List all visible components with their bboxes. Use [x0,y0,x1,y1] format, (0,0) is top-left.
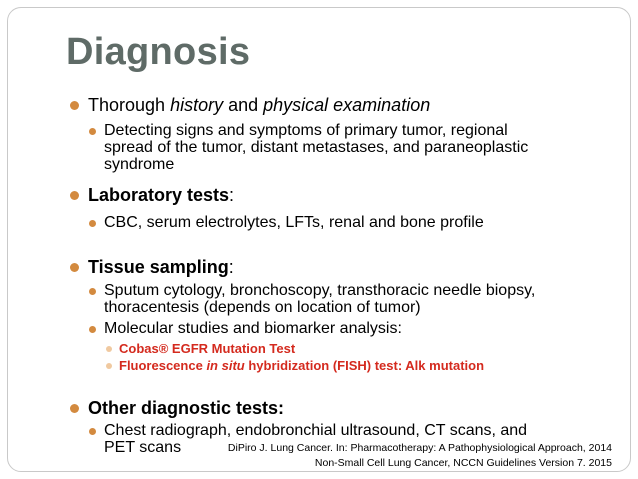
bullet-text: Thorough [88,95,171,115]
bullet-dot-icon [89,220,96,227]
sub-bullet-text: thoracentesis (depends on location of tumor) [104,299,421,316]
sub-sub-bullet-cobas [106,341,295,357]
sub-bullet-text: Detecting signs and symptoms of primary tumor, regional [104,122,508,139]
sub-sub-bullet-text-italic: in situ [206,358,245,373]
bullet-dot-icon [70,101,79,110]
citation [228,441,612,471]
bullet-history [70,94,430,116]
sub-sub-bullet-fish [106,358,484,374]
bullet-label: Laboratory tests [88,185,230,205]
bullet-text-italic: history [170,95,224,115]
bullet-dot-icon [70,404,79,413]
bullet-dot-icon [106,346,112,352]
sub-bullet-signs [89,122,528,173]
sub-bullet-text: Molecular studies and biomarker analysis: [104,320,402,337]
sub-sub-bullet-text: Cobas® EGFR Mutation Test [119,341,296,356]
sub-sub-bullet-text: Fluorescence [119,358,207,373]
bullet-dot-icon [89,288,96,295]
bullet-dot-icon [89,128,96,135]
sub-sub-bullet-text: hybridization (FISH) test: Alk mutation [244,358,485,373]
citation-line: DiPiro J. Lung Cancer. In: Pharmacotherapy: A Pathophysiological Approach, 2014 [227,442,612,454]
bullet-colon: : [229,185,235,205]
bullet-other-tests [70,397,284,419]
sub-bullet-cbc [89,214,484,231]
citation-line: Non-Small Cell Lung Cancer, NCCN Guidelines Version 7. 2015 [314,457,612,469]
bullet-colon: : [228,257,234,277]
sub-bullet-text: spread of the tumor, distant metastases, and paraneoplastic [104,139,529,156]
bullet-tissue-sampling [70,256,234,278]
sub-bullet-text: PET scans [104,439,182,456]
slide-title: Diagnosis [66,31,251,73]
sub-bullet-sputum [89,282,535,316]
bullet-lab-tests [70,184,234,206]
sub-bullet-text: Sputum cytology, bronchoscopy, transthoracic needle biopsy, [104,282,536,299]
bullet-dot-icon [106,363,112,369]
sub-bullet-text: CBC, serum electrolytes, LFTs, renal and bone profile [104,214,484,231]
bullet-text: and [223,95,264,115]
bullet-label: Tissue sampling [88,257,229,277]
bullet-dot-icon [70,263,79,272]
bullet-dot-icon [89,326,96,333]
bullet-dot-icon [89,428,96,435]
bullet-dot-icon [70,191,79,200]
sub-bullet-text: syndrome [104,156,175,173]
sub-bullet-molecular [89,320,402,337]
sub-bullet-text: Chest radiograph, endobronchial ultrasound, CT scans, and [104,422,528,439]
bullet-text-italic: physical examination [263,95,431,115]
bullet-label: Other diagnostic tests: [88,398,285,418]
